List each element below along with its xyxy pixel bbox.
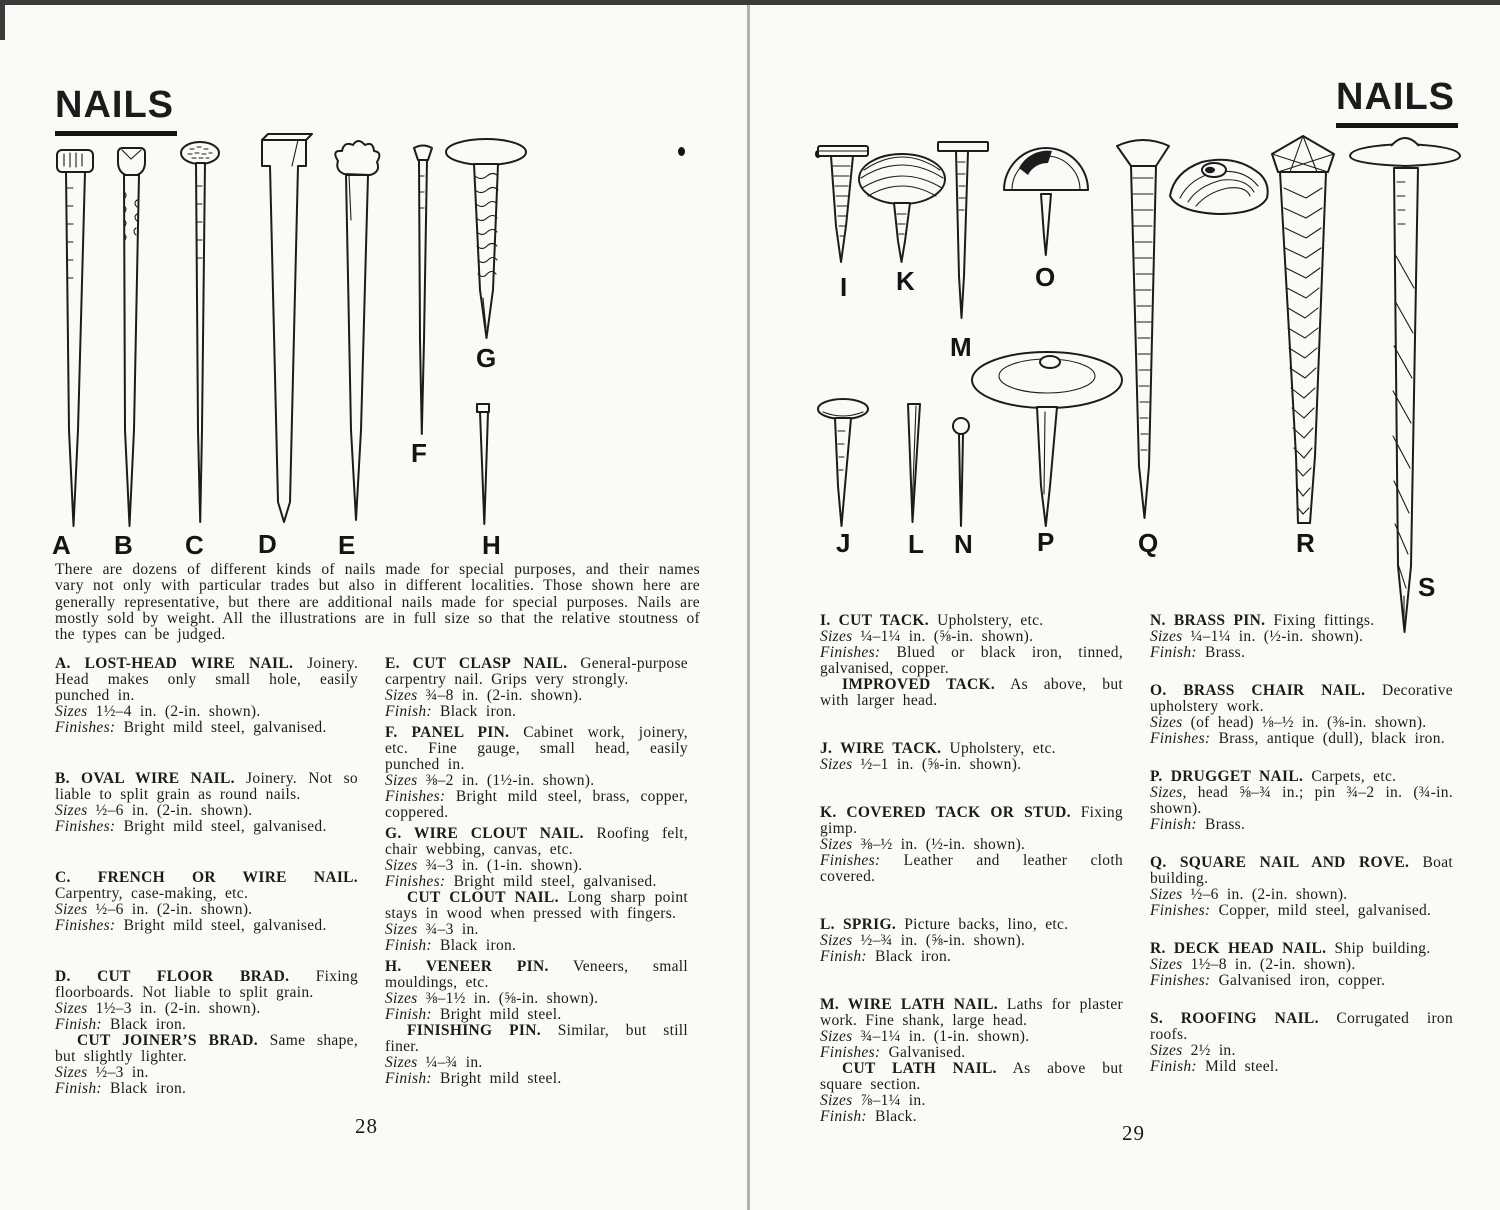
nail-entry-H	[385, 959, 688, 1087]
nail-illustration-b	[118, 148, 145, 526]
nail-illustration-i	[818, 146, 868, 262]
entry-line: L. SPRIG. Picture backs, lino, etc.	[820, 916, 1069, 933]
entry-line: K. COVERED TACK OR STUD. Fixing gimp.	[820, 804, 1123, 837]
nail-illustration-k	[859, 154, 945, 262]
figure-label-b: B	[114, 530, 133, 560]
page-title-right: NAILS	[1336, 78, 1458, 128]
nail-entry-C	[55, 870, 358, 934]
entry-line: Finish: Brass.	[1150, 644, 1246, 661]
figure-label-i: I	[840, 272, 848, 302]
entry-line: Finishes: Blued or black iron, tinned, galvanised, copper.	[820, 644, 1123, 677]
figure-label-l: L	[908, 529, 924, 559]
figure-label-g: G	[476, 343, 497, 373]
nail-entry-L	[820, 917, 1123, 965]
entry-line: Finishes: Galvanised iron, copper.	[1150, 972, 1386, 989]
nail-illustration-n	[953, 418, 969, 526]
entry-line: Finishes: Bright mild steel, galvanised.	[55, 818, 327, 835]
nail-entry-G	[385, 826, 688, 954]
entry-line: Finishes: Bright mild steel, brass, copper, coppered.	[385, 788, 688, 821]
scan-top-edge	[0, 0, 1500, 5]
nail-illustration-o	[1004, 148, 1088, 255]
figure-label-o: O	[1035, 262, 1056, 292]
nail-illustration-l	[908, 404, 920, 522]
nail-illustration-a	[57, 150, 93, 526]
nail-illustration-e	[335, 141, 379, 520]
figure-label-q: Q	[1138, 528, 1159, 558]
nail-illustration-h	[477, 404, 489, 524]
page-number-right: 29	[1122, 1121, 1145, 1145]
nail-illustration-p	[972, 352, 1122, 526]
entry-line: Finishes: Copper, mild steel, galvanised.	[1150, 902, 1432, 919]
entry-line: Q. SQUARE NAIL AND ROVE. Boat building.	[1150, 854, 1454, 887]
figure-label-n: N	[954, 529, 973, 559]
entry-line: CUT JOINER’S BRAD. Same shape, but slightly lighter.	[55, 1032, 358, 1065]
entry-line: Finish: Black iron.	[55, 1016, 187, 1033]
nail-illustration-j	[818, 399, 868, 526]
entry-line: Sizes ½–1 in. (⅝-in. shown).	[820, 756, 1022, 773]
nail-illustration-s	[1350, 138, 1460, 632]
entry-line: Finishes: Galvanised.	[820, 1044, 966, 1061]
figure-label-a: A	[52, 530, 71, 560]
entry-line: A. LOST-HEAD WIRE NAIL. Joinery. Head makes only small hole, easily punched in.	[55, 655, 359, 704]
figure-label-r: R	[1296, 528, 1315, 558]
entry-line: Finish: Mild steel.	[1150, 1058, 1279, 1075]
entry-line: M. WIRE LATH NAIL. Laths for plaster work. Fine shank, large head.	[820, 996, 1123, 1029]
entry-line: Finish: Brass.	[1150, 816, 1246, 833]
figure-label-s: S	[1418, 572, 1436, 602]
nail-illustration-r	[1272, 136, 1334, 523]
entry-line: Sizes ⅞–1¼ in.	[820, 1092, 926, 1109]
entry-line: Sizes ¼–¾ in.	[385, 1054, 483, 1071]
figure-label-k: K	[896, 266, 915, 296]
entry-line: Sizes ¾–8 in. (2-in. shown).	[385, 687, 583, 704]
nail-entry-K	[820, 805, 1123, 885]
nail-entry-E	[385, 656, 688, 720]
entry-line: Sizes, head ⅝–¾ in.; pin ¾–2 in. (¾-in. shown).	[1150, 784, 1453, 817]
entry-line: Sizes ¾–3 in. (1-in. shown).	[385, 857, 583, 874]
entry-line: Sizes ⅜–2 in. (1½-in. shown).	[385, 772, 595, 789]
scan-corner-mark	[0, 0, 5, 40]
figure-label-j: J	[836, 528, 851, 558]
entry-line: Finish: Bright mild steel.	[385, 1070, 562, 1087]
nail-illustrations-left	[40, 130, 710, 575]
nail-entry-I	[820, 613, 1123, 709]
entry-line: F. PANEL PIN. Cabinet work, joinery, etc. Fine gauge, small head, easily punched in.	[385, 724, 688, 773]
nail-entry-A	[55, 656, 358, 736]
figure-label-m: M	[950, 332, 972, 362]
entry-line: Sizes (of head) ⅛–½ in. (⅜-in. shown).	[1150, 714, 1427, 731]
nail-entry-P	[1150, 769, 1453, 833]
nail-entry-F	[385, 725, 688, 821]
entry-line: Finish: Black iron.	[385, 937, 517, 954]
page-number-left: 28	[355, 1114, 378, 1138]
figure-label-f: F	[411, 438, 427, 468]
nail-illustrations-right	[798, 126, 1493, 651]
entry-line: Sizes ½–6 in. (2-in. shown).	[1150, 886, 1348, 903]
entry-line: I. CUT TACK. Upholstery, etc.	[820, 612, 1044, 629]
nail-illustration-f	[414, 146, 432, 435]
entry-line: N. BRASS PIN. Fixing fittings.	[1150, 612, 1375, 629]
entry-line: Finishes: Bright mild steel, galvanised.	[55, 719, 327, 736]
entry-line: Finish: Black iron.	[820, 948, 952, 965]
figure-label-d: D	[258, 529, 277, 559]
entry-line: Sizes ½–6 in. (2-in. shown).	[55, 901, 253, 918]
entry-line: J. WIRE TACK. Upholstery, etc.	[820, 740, 1056, 757]
nail-entry-Q	[1150, 855, 1453, 919]
nail-entry-O	[1150, 683, 1453, 747]
entry-line: Finish: Black iron.	[385, 703, 517, 720]
entry-line: R. DECK HEAD NAIL. Ship building.	[1150, 940, 1431, 957]
entry-line: Sizes ¾–3 in.	[385, 921, 479, 938]
nail-entry-D	[55, 969, 358, 1097]
nail-illustration-c	[181, 142, 219, 522]
entry-line: Finishes: Bright mild steel, galvanised.	[55, 917, 327, 934]
entry-line: Finishes: Brass, antique (dull), black iron.	[1150, 730, 1445, 747]
entry-line: IMPROVED TACK. As above, but with larger head.	[820, 676, 1123, 709]
figure-label-p: P	[1037, 527, 1055, 557]
entry-line: Sizes ¾–1¼ in. (1-in. shown).	[820, 1028, 1030, 1045]
entry-line: Sizes ½–¾ in. (⅝-in. shown).	[820, 932, 1026, 949]
nail-illustration-g	[446, 139, 526, 338]
entry-line: O. BRASS CHAIR NAIL. Decorative upholstery work.	[1150, 682, 1453, 715]
nail-entry-M	[820, 997, 1123, 1125]
entry-line: G. WIRE CLOUT NAIL. Roofing felt, chair webbing, canvas, etc.	[385, 825, 688, 858]
nail-entry-S	[1150, 1011, 1453, 1075]
right-page-column-2	[1150, 613, 1453, 1097]
entry-line: CUT LATH NAIL. As above but square section.	[820, 1060, 1123, 1093]
entry-line: Sizes ⅜–1½ in. (⅝-in. shown).	[385, 990, 599, 1007]
entry-line: Finishes: Leather and leather cloth covered.	[820, 852, 1123, 885]
entry-line: S. ROOFING NAIL. Corrugated iron roofs.	[1150, 1010, 1454, 1043]
left-page-column-2	[385, 656, 688, 1092]
entry-line: Finish: Black.	[820, 1108, 917, 1125]
nail-illustration-d	[262, 134, 312, 522]
rove-illustration	[1170, 160, 1268, 214]
entry-line: Sizes ¼–1¼ in. (½-in. shown).	[1150, 628, 1364, 645]
entry-line: CUT CLOUT NAIL. Long sharp point stays in wood when pressed with fingers.	[385, 889, 688, 922]
entry-line: Finishes: Bright mild steel, galvanised.	[385, 873, 657, 890]
entry-line: Sizes ½–6 in. (2-in. shown).	[55, 802, 253, 819]
entry-line: P. DRUGGET NAIL. Carpets, etc.	[1150, 768, 1397, 785]
nail-entry-J	[820, 741, 1123, 773]
nail-entry-N	[1150, 613, 1453, 661]
intro-paragraph: There are dozens of different kinds of nails made for special purposes, and their names vary not only with particular trades but also in different localities. Those shown here are generally representative, but there are additional nails made for special purposes. Nails are mostly sold by weight. All the illustrations are in full size so that the relative stoutness of the types can be judged.	[55, 561, 700, 644]
entry-line: Finish: Black iron.	[55, 1080, 187, 1097]
nail-illustration-q	[1117, 140, 1169, 518]
page-gutter-divider	[747, 5, 750, 1210]
entry-line: Sizes 1½–8 in. (2-in. shown).	[1150, 956, 1356, 973]
entry-line: D. CUT FLOOR BRAD. Fixing floorboards. Not liable to split grain.	[55, 968, 358, 1001]
entry-line: Sizes 1½–4 in. (2-in. shown).	[55, 703, 261, 720]
left-page-column-1	[55, 656, 358, 1132]
nail-illustration-m	[938, 142, 988, 318]
entry-line: FINISHING PIN. Similar, but still finer.	[385, 1022, 689, 1055]
entry-line: B. OVAL WIRE NAIL. Joinery. Not so liable to split grain as round nails.	[55, 770, 358, 803]
figure-label-c: C	[185, 530, 204, 560]
figure-label-h: H	[482, 530, 501, 560]
figure-label-e: E	[338, 530, 356, 560]
entry-line: C. FRENCH OR WIRE NAIL. Carpentry, case-making, etc.	[55, 869, 358, 902]
entry-line: Sizes ¼–1¼ in. (⅝-in. shown).	[820, 628, 1034, 645]
nail-entry-R	[1150, 941, 1453, 989]
entry-line: Sizes ½–3 in.	[55, 1064, 149, 1081]
entry-line: Sizes ⅜–½ in. (½-in. shown).	[820, 836, 1026, 853]
entry-line: H. VENEER PIN. Veneers, small mouldings, etc.	[385, 958, 688, 991]
nail-entry-B	[55, 771, 358, 835]
entry-line: Sizes 2½ in.	[1150, 1042, 1236, 1059]
page-title-left: NAILS	[55, 86, 177, 136]
right-page-column-1	[820, 613, 1123, 1157]
entry-line: Sizes 1½–3 in. (2-in. shown).	[55, 1000, 261, 1017]
entry-line: E. CUT CLASP NAIL. General-purpose carpentry nail. Grips very strongly.	[385, 655, 688, 688]
entry-line: Finish: Bright mild steel.	[385, 1006, 562, 1023]
